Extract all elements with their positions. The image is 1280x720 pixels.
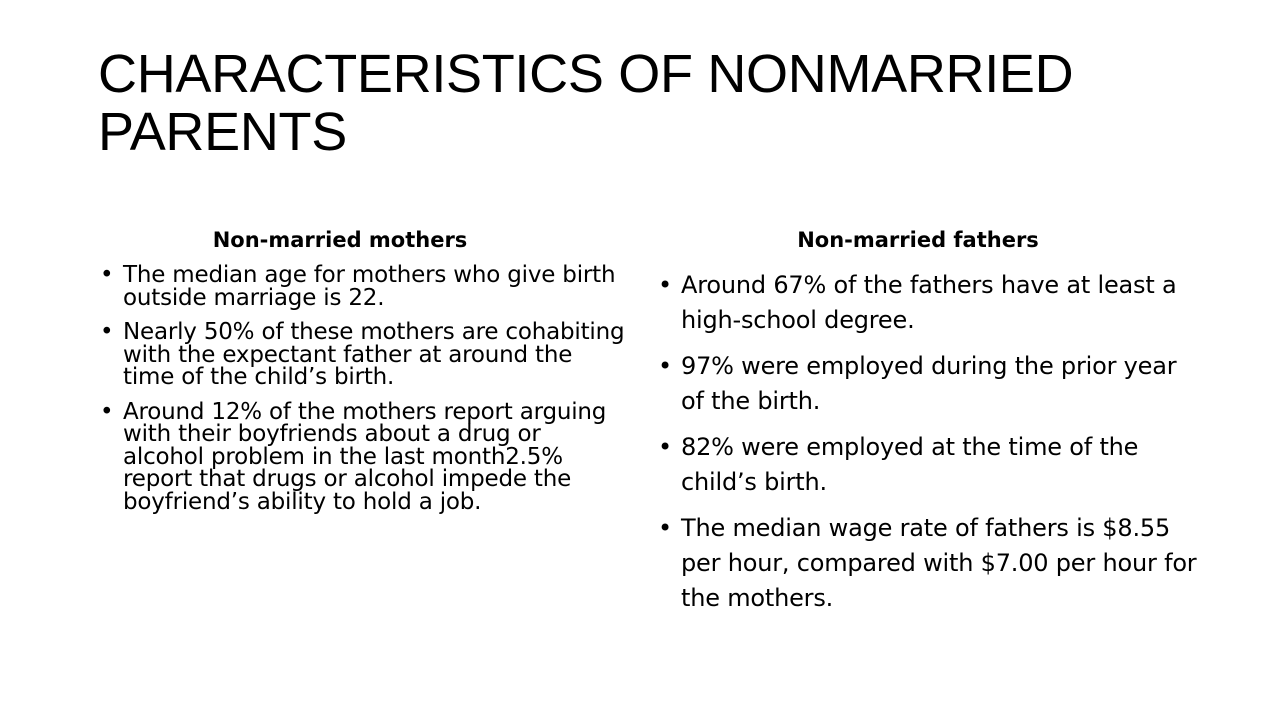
- bullet-item: [658, 430, 1198, 500]
- bullet-text: 82% were employed at the time of the child’s birth.: [681, 433, 1139, 496]
- fathers-column-heading: Non-married fathers: [797, 228, 1039, 252]
- bullet-item: [100, 321, 625, 389]
- bullet-icon: •: [658, 271, 672, 299]
- bullet-text: Around 12% of the mothers report arguing with their boyfriends about a drug or alcohol problem in the last month2.5% report that drugs or alcohol impede the boyfriend’s ability to hold a job.: [123, 398, 607, 515]
- bullet-text: Nearly 50% of these mothers are cohabiting with the expectant father at around the time of the child’s birth.: [123, 319, 625, 390]
- bullet-icon: •: [658, 514, 672, 542]
- fathers-bullet-list: [658, 268, 1198, 627]
- bullet-icon: •: [100, 319, 114, 345]
- bullet-item: [658, 268, 1198, 338]
- mothers-column-heading: Non-married mothers: [212, 228, 468, 252]
- mothers-bullet-list: [100, 264, 625, 525]
- bullet-text: Around 67% of the fathers have at least a high-school degree.: [681, 271, 1177, 334]
- slide-title: CHARACTERISTICS OF NONMARRIED PARENTS: [98, 44, 1074, 162]
- bullet-text: The median wage rate of fathers is $8.55 per hour, compared with $7.00 per hour for the mothers.: [681, 514, 1197, 612]
- bullet-icon: •: [100, 262, 114, 288]
- bullet-item: [658, 511, 1198, 616]
- bullet-icon: •: [658, 352, 672, 380]
- bullet-item: [658, 349, 1198, 419]
- bullet-item: [100, 398, 625, 515]
- bullet-icon: •: [658, 433, 672, 461]
- bullet-text: The median age for mothers who give birth outside marriage is 22.: [123, 262, 616, 311]
- bullet-icon: •: [100, 398, 114, 425]
- bullet-item: [100, 264, 625, 309]
- bullet-text: 97% were employed during the prior year of the birth.: [681, 352, 1177, 415]
